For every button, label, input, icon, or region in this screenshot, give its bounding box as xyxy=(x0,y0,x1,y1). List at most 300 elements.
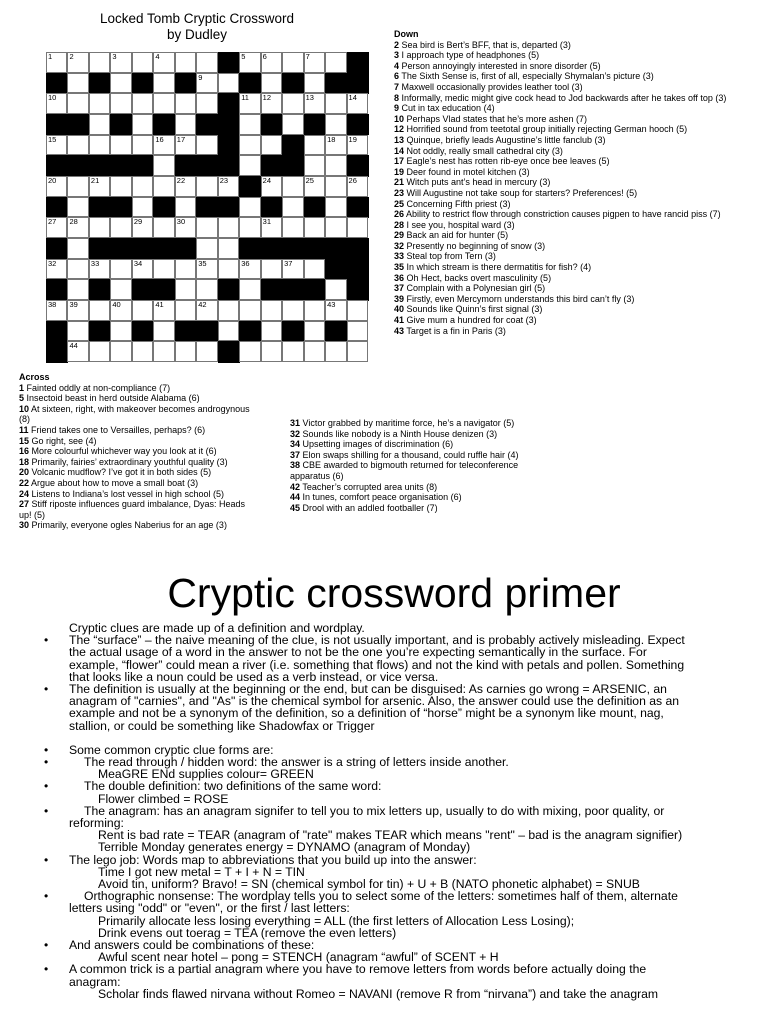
grid-cell[interactable] xyxy=(46,135,67,156)
grid-cell[interactable] xyxy=(239,52,260,73)
grid-block xyxy=(175,155,197,176)
grid-cell[interactable] xyxy=(175,279,196,300)
clue-item[interactable] xyxy=(19,467,259,478)
grid-cell[interactable] xyxy=(67,259,88,280)
grid-cell[interactable] xyxy=(132,300,153,321)
grid-cell[interactable] xyxy=(304,217,325,238)
grid-block xyxy=(110,238,132,259)
grid-cell[interactable] xyxy=(347,300,368,321)
clue-item-text: The Sixth Sense is, first of all, especially Shymalan’s picture (3) xyxy=(399,71,654,82)
grid-cell[interactable] xyxy=(218,259,239,280)
grid-cell[interactable] xyxy=(304,135,325,156)
clue-item-number: 36 xyxy=(394,272,405,283)
grid-cell[interactable] xyxy=(132,135,153,156)
grid-block xyxy=(46,341,68,362)
grid-cell[interactable] xyxy=(325,135,346,156)
grid-cell[interactable] xyxy=(196,73,217,94)
grid-cell[interactable] xyxy=(110,321,131,342)
grid-cell[interactable] xyxy=(110,259,131,280)
grid-cell[interactable] xyxy=(304,93,325,114)
grid-cell[interactable] xyxy=(46,217,67,238)
grid-cell[interactable] xyxy=(282,114,303,135)
clue-number: 33 xyxy=(90,258,100,268)
clue-item-text: Informally, medic might give cock head to Jod backwards after he takes off top (3) xyxy=(399,92,727,103)
clue-item-text: Horrified sound from teetotal group initially rejecting German hooch (5) xyxy=(404,124,688,135)
grid-block xyxy=(218,52,240,73)
grid-cell[interactable] xyxy=(304,155,325,176)
grid-block xyxy=(347,259,369,280)
clue-item-text: Witch puts ant’s head in mercury (3) xyxy=(404,177,551,188)
grid-cell[interactable] xyxy=(110,93,131,114)
grid-cell[interactable] xyxy=(132,52,153,73)
grid-cell[interactable] xyxy=(153,155,174,176)
clue-number: 39 xyxy=(69,300,78,309)
clue-item[interactable] xyxy=(394,61,729,72)
clue-item[interactable] xyxy=(394,209,729,220)
clue-item[interactable] xyxy=(290,439,550,450)
grid-cell[interactable] xyxy=(67,93,88,114)
grid-block xyxy=(325,73,347,94)
bullet-icon: • xyxy=(44,852,49,867)
primer-line-text: Terrible Monday generates energy = DYNAMO (anagram of Monday) xyxy=(98,840,471,855)
grid-cell[interactable] xyxy=(67,217,88,238)
grid-cell[interactable] xyxy=(67,341,88,362)
clue-item[interactable] xyxy=(394,124,729,135)
clue-item-text: Insectoid beast in herd outside Alabama (6) xyxy=(24,393,200,404)
clue-item[interactable] xyxy=(290,460,550,481)
grid-cell[interactable] xyxy=(196,300,217,321)
primer-line-text: The definition is usually at the beginning or the end, but can be disguised: As carnies go wrong = ARSENIC, an xyxy=(69,682,667,697)
clue-item[interactable] xyxy=(394,283,729,294)
clue-item[interactable] xyxy=(19,457,259,468)
grid-cell[interactable] xyxy=(153,217,174,238)
grid-cell[interactable] xyxy=(67,176,88,197)
grid-cell[interactable] xyxy=(175,300,196,321)
clue-item[interactable] xyxy=(19,446,259,457)
clue-number: 37 xyxy=(284,258,293,268)
grid-cell[interactable] xyxy=(67,135,88,156)
primer-line-text: that looks like a noun could be used as a verb instead, or vice versa. xyxy=(69,669,439,684)
grid-block xyxy=(239,73,261,94)
grid-cell[interactable] xyxy=(67,73,88,94)
grid-cell[interactable] xyxy=(153,341,174,362)
clue-item[interactable] xyxy=(290,492,550,503)
primer-line-text: the actual usage of a word in the answer to not be the one you’re expecting semantically in the surface. For xyxy=(69,645,647,660)
grid-cell[interactable] xyxy=(282,217,303,238)
clue-item-text: Argue about how to move a small boat (3) xyxy=(29,477,199,488)
clue-item-text: Steal top from Tern (3) xyxy=(404,251,496,262)
grid-cell[interactable] xyxy=(46,93,67,114)
grid-cell[interactable] xyxy=(175,217,196,238)
grid-cell[interactable] xyxy=(239,259,260,280)
grid-cell[interactable] xyxy=(153,135,174,156)
clue-item-text: In tunes, comfort peace organisation (6) xyxy=(300,492,462,503)
grid-cell[interactable] xyxy=(153,52,174,73)
grid-cell[interactable] xyxy=(304,300,325,321)
clue-number: 8 xyxy=(347,51,352,60)
grid-cell[interactable] xyxy=(110,279,131,300)
grid-cell[interactable] xyxy=(67,238,88,259)
grid-block xyxy=(218,135,240,156)
grid-cell[interactable] xyxy=(261,259,282,280)
grid-cell[interactable] xyxy=(325,52,346,73)
grid-cell[interactable] xyxy=(175,259,196,280)
grid-cell[interactable] xyxy=(175,135,196,156)
title-line-2: by Dudley xyxy=(166,27,228,42)
clue-item-text: Primarily, fairies’ extraordinary youthful quality (3) xyxy=(29,456,228,467)
grid-cell[interactable] xyxy=(132,176,153,197)
clue-item[interactable] xyxy=(394,50,729,61)
clue-item[interactable] xyxy=(394,82,729,93)
grid-cell[interactable] xyxy=(132,197,153,218)
clue-item[interactable] xyxy=(394,188,729,199)
grid-block xyxy=(239,176,261,197)
grid-block xyxy=(325,259,347,280)
grid-cell[interactable] xyxy=(239,155,260,176)
grid-cell[interactable] xyxy=(110,217,131,238)
grid-cell[interactable] xyxy=(89,259,110,280)
grid-cell[interactable] xyxy=(110,135,131,156)
grid-cell[interactable] xyxy=(347,176,368,197)
grid-cell[interactable] xyxy=(239,300,260,321)
grid-cell[interactable] xyxy=(325,279,346,300)
grid-cell[interactable] xyxy=(325,93,346,114)
grid-cell[interactable] xyxy=(261,93,282,114)
grid-block xyxy=(347,279,369,300)
clue-item[interactable] xyxy=(394,230,729,241)
clue-item-text: Sea bird is Bert’s BFF, that is, departed (3) xyxy=(399,39,571,50)
across-clues-right xyxy=(290,418,550,513)
grid-cell[interactable] xyxy=(153,321,174,342)
bullet-icon: • xyxy=(44,633,49,648)
grid-cell[interactable] xyxy=(347,135,368,156)
clue-item[interactable] xyxy=(394,40,729,51)
grid-cell[interactable] xyxy=(261,300,282,321)
grid-cell[interactable] xyxy=(67,197,88,218)
grid-cell[interactable] xyxy=(347,93,368,114)
clue-item-text: Stiff riposte influences guard imbalance, Dyas: Heads up! (5) xyxy=(19,499,245,520)
clue-item-text: Firstly, even Mercymorn understands this bird can’t fly (3) xyxy=(404,293,635,304)
primer-line-text: Some common cryptic clue forms are: xyxy=(69,742,274,757)
grid-cell[interactable] xyxy=(175,93,196,114)
grid-cell[interactable] xyxy=(261,217,282,238)
clue-item[interactable] xyxy=(394,135,729,146)
grid-cell[interactable] xyxy=(282,341,303,362)
grid-cell[interactable] xyxy=(261,176,282,197)
clue-number: 7 xyxy=(305,52,310,61)
grid-cell[interactable] xyxy=(239,217,260,238)
grid-cell[interactable] xyxy=(153,259,174,280)
clue-item[interactable] xyxy=(290,418,550,429)
grid-cell[interactable] xyxy=(282,93,303,114)
grid-block xyxy=(261,114,283,135)
grid-cell[interactable] xyxy=(304,73,325,94)
grid-cell[interactable] xyxy=(89,176,110,197)
clue-item[interactable] xyxy=(394,273,729,284)
clue-number: 6 xyxy=(262,52,267,61)
grid-block xyxy=(46,321,68,342)
clue-item-text: Primarily, everyone ogles Naberius for an age (3) xyxy=(29,520,227,531)
clue-item-text: Quinque, briefly leads Augustine’s little fanclub (3) xyxy=(404,134,606,145)
clue-number: 29 xyxy=(133,217,143,227)
grid-cell[interactable] xyxy=(239,135,260,156)
grid-cell[interactable] xyxy=(196,52,217,73)
clue-item-number: 14 xyxy=(394,145,405,156)
grid-cell[interactable] xyxy=(218,321,239,342)
grid-cell[interactable] xyxy=(218,73,239,94)
grid-cell[interactable] xyxy=(196,135,217,156)
grid-cell[interactable] xyxy=(218,300,239,321)
clue-item-number: 38 xyxy=(290,460,301,471)
grid-cell[interactable] xyxy=(304,321,325,342)
clue-item[interactable] xyxy=(394,177,729,188)
grid-cell[interactable] xyxy=(196,279,217,300)
clue-item[interactable] xyxy=(394,294,729,305)
grid-cell[interactable] xyxy=(282,259,303,280)
clue-item[interactable] xyxy=(394,199,729,210)
clue-item-text: More colourful whichever way you look at it (6) xyxy=(29,446,217,457)
bullet-icon: • xyxy=(44,779,49,794)
clue-number: 21 xyxy=(90,176,100,185)
clue-item-number: 9 xyxy=(394,103,400,114)
grid-cell[interactable] xyxy=(89,135,110,156)
grid-block xyxy=(89,73,111,94)
grid-cell[interactable] xyxy=(89,93,110,114)
primer-line-text: Time I got new metal = T + I + N = TIN xyxy=(98,864,305,879)
grid-cell[interactable] xyxy=(261,321,282,342)
grid-cell[interactable] xyxy=(153,300,174,321)
primer-line-text: letters using "odd" or "even", or the first / last letters: xyxy=(69,901,350,916)
clue-item[interactable] xyxy=(19,478,259,489)
grid-cell[interactable] xyxy=(110,300,131,321)
clue-item-number: 37 xyxy=(290,449,301,460)
primer-line-text: Drink evens out toerag = TEA (remove the even letters) xyxy=(98,925,397,940)
grid-cell[interactable] xyxy=(89,114,110,135)
grid-cell[interactable] xyxy=(175,341,196,362)
clue-item-number: 20 xyxy=(19,467,30,478)
grid-cell[interactable] xyxy=(132,93,153,114)
grid-cell[interactable] xyxy=(282,197,303,218)
grid-cell[interactable] xyxy=(325,176,346,197)
grid-cell[interactable] xyxy=(282,300,303,321)
grid-cell[interactable] xyxy=(261,341,282,362)
clue-item[interactable] xyxy=(394,220,729,231)
clue-item[interactable] xyxy=(290,503,550,514)
grid-cell[interactable] xyxy=(175,114,196,135)
clue-item[interactable] xyxy=(394,315,729,326)
grid-cell[interactable] xyxy=(46,52,67,73)
clue-item[interactable] xyxy=(394,103,729,114)
grid-cell[interactable] xyxy=(175,176,196,197)
grid-cell[interactable] xyxy=(153,93,174,114)
clue-item-text: Target is a fin in Paris (3) xyxy=(404,325,506,336)
clue-item[interactable] xyxy=(394,93,729,104)
grid-cell[interactable] xyxy=(196,259,217,280)
clue-item-text: Cut in tax education (4) xyxy=(399,103,495,114)
grid-cell[interactable] xyxy=(325,155,346,176)
grid-block xyxy=(110,155,132,176)
grid-cell[interactable] xyxy=(89,52,110,73)
grid-block xyxy=(304,197,326,218)
grid-cell[interactable] xyxy=(175,197,196,218)
grid-cell[interactable] xyxy=(304,52,325,73)
clue-item-number: 7 xyxy=(394,81,400,92)
grid-cell[interactable] xyxy=(175,52,196,73)
grid-cell[interactable] xyxy=(325,197,346,218)
grid-cell[interactable] xyxy=(347,341,368,362)
clue-item-text: Perhaps Vlad states that he’s more ashen (7) xyxy=(404,113,587,124)
grid-cell[interactable] xyxy=(304,176,325,197)
clue-item-number: 29 xyxy=(394,230,405,241)
grid-block xyxy=(218,93,240,114)
clue-item[interactable] xyxy=(19,383,259,394)
clue-item[interactable] xyxy=(394,241,729,252)
clue-item[interactable] xyxy=(394,167,729,178)
clue-item[interactable] xyxy=(394,71,729,82)
clue-item-text: Sounds like nobody is a Ninth House denizen (3) xyxy=(300,428,498,439)
clue-item-text: Eagle’s nest has rotten rib-eye once bee leaves (5) xyxy=(404,156,610,167)
clue-item-number: 4 xyxy=(394,60,400,71)
grid-cell[interactable] xyxy=(89,300,110,321)
grid-cell[interactable] xyxy=(239,114,260,135)
clue-item[interactable] xyxy=(394,146,729,157)
crossword-title xyxy=(46,11,348,43)
clue-item[interactable] xyxy=(394,251,729,262)
grid-cell[interactable] xyxy=(239,279,260,300)
grid-block xyxy=(46,114,68,135)
grid-cell[interactable] xyxy=(218,217,239,238)
grid-cell[interactable] xyxy=(46,300,67,321)
clue-item[interactable] xyxy=(19,393,259,404)
primer-line-text: Orthographic nonsense: The wordplay tells you to select some of the letters: sometimes half of them, alternate xyxy=(84,889,678,904)
grid-cell[interactable] xyxy=(282,52,303,73)
clue-item-number: 2 xyxy=(394,39,400,50)
clue-item[interactable] xyxy=(19,425,259,436)
grid-cell[interactable] xyxy=(196,176,217,197)
grid-cell[interactable] xyxy=(153,176,174,197)
clue-item[interactable] xyxy=(19,436,259,447)
clue-item-text: Fainted oddly at non-compliance (7) xyxy=(24,382,171,393)
grid-cell[interactable] xyxy=(304,259,325,280)
primer-title: Cryptic crossword primer xyxy=(167,570,621,616)
primer-line-text: The lego job: Words map to abbreviations that you build up into the answer: xyxy=(69,852,477,867)
grid-cell[interactable] xyxy=(67,300,88,321)
grid-block xyxy=(153,238,175,259)
clue-item[interactable] xyxy=(290,482,550,493)
clue-number: 35 xyxy=(198,258,207,268)
grid-cell[interactable] xyxy=(347,217,368,238)
grid-cell[interactable] xyxy=(132,341,153,362)
grid-cell[interactable] xyxy=(218,238,239,259)
clue-item-number: 35 xyxy=(394,262,405,273)
primer-line-text: MeaGRE ENd supplies colour= GREEN xyxy=(98,767,314,782)
grid-cell[interactable] xyxy=(67,52,88,73)
across-heading: Across xyxy=(19,372,50,382)
grid-cell[interactable] xyxy=(218,176,239,197)
grid-cell[interactable] xyxy=(132,259,153,280)
grid-cell[interactable] xyxy=(46,176,67,197)
clue-item[interactable] xyxy=(394,304,729,315)
clue-item-number: 3 xyxy=(394,50,400,61)
clue-item[interactable] xyxy=(19,404,259,425)
grid-cell[interactable] xyxy=(325,217,346,238)
grid-cell[interactable] xyxy=(89,217,110,238)
clue-number: 22 xyxy=(176,176,186,185)
clue-item-number: 23 xyxy=(394,187,405,198)
clue-item-number: 24 xyxy=(19,488,30,499)
clue-item[interactable] xyxy=(19,520,259,531)
grid-cell[interactable] xyxy=(46,259,67,280)
clue-item[interactable] xyxy=(19,489,259,500)
bullet-icon: • xyxy=(44,962,49,977)
grid-block xyxy=(153,279,175,300)
grid-cell[interactable] xyxy=(153,73,174,94)
grid-cell[interactable] xyxy=(196,238,217,259)
clue-item[interactable] xyxy=(290,429,550,440)
grid-block xyxy=(196,114,218,135)
clue-number: 38 xyxy=(48,300,57,309)
grid-cell[interactable] xyxy=(196,341,217,362)
grid-cell[interactable] xyxy=(132,114,153,135)
grid-cell[interactable] xyxy=(304,341,325,362)
grid-cell[interactable] xyxy=(325,341,346,362)
grid-cell[interactable] xyxy=(67,321,88,342)
grid-cell[interactable] xyxy=(261,135,282,156)
clue-item[interactable] xyxy=(394,114,729,125)
clue-number: 23 xyxy=(219,176,229,185)
grid-cell[interactable] xyxy=(282,176,303,197)
grid-cell[interactable] xyxy=(110,73,131,94)
grid-cell[interactable] xyxy=(110,341,131,362)
clue-item-text: Sounds like Quinn’s first signal (3) xyxy=(404,304,543,315)
clue-item[interactable] xyxy=(19,499,259,520)
grid-cell[interactable] xyxy=(239,93,260,114)
clue-item[interactable] xyxy=(394,156,729,167)
primer-line-text: Avoid tin, uniform? Bravo! = SN (chemical symbol for tin) + U + B (NATO phonetic alphabet) = SNUB xyxy=(98,877,640,892)
grid-block xyxy=(261,238,283,259)
grid-block xyxy=(347,197,369,218)
grid-cell[interactable] xyxy=(347,321,368,342)
clue-item-text: Volcanic mudflow? I’ve got it in both sides (5) xyxy=(29,467,212,478)
grid-cell[interactable] xyxy=(196,93,217,114)
grid-cell[interactable] xyxy=(132,217,153,238)
grid-block xyxy=(261,279,283,300)
grid-block xyxy=(175,73,197,94)
clue-item[interactable] xyxy=(290,450,550,461)
grid-cell[interactable] xyxy=(110,52,131,73)
clue-item[interactable] xyxy=(394,262,729,273)
grid-cell[interactable] xyxy=(239,341,260,362)
grid-cell[interactable] xyxy=(239,197,260,218)
clue-item-number: 39 xyxy=(394,293,405,304)
grid-cell[interactable] xyxy=(67,279,88,300)
grid-cell[interactable] xyxy=(325,300,346,321)
grid-block xyxy=(46,155,68,176)
clue-item-number: 28 xyxy=(394,219,405,230)
crossword-grid[interactable] xyxy=(46,52,368,362)
clue-item-number: 10 xyxy=(19,403,30,414)
grid-cell[interactable] xyxy=(89,341,110,362)
grid-cell[interactable] xyxy=(325,114,346,135)
clue-item[interactable] xyxy=(394,326,729,337)
grid-cell[interactable] xyxy=(261,73,282,94)
grid-cell[interactable] xyxy=(261,52,282,73)
clue-number: 32 xyxy=(48,258,57,268)
clue-number: 28 xyxy=(69,217,78,227)
grid-cell[interactable] xyxy=(196,217,217,238)
grid-block xyxy=(175,321,197,342)
grid-cell[interactable] xyxy=(110,176,131,197)
